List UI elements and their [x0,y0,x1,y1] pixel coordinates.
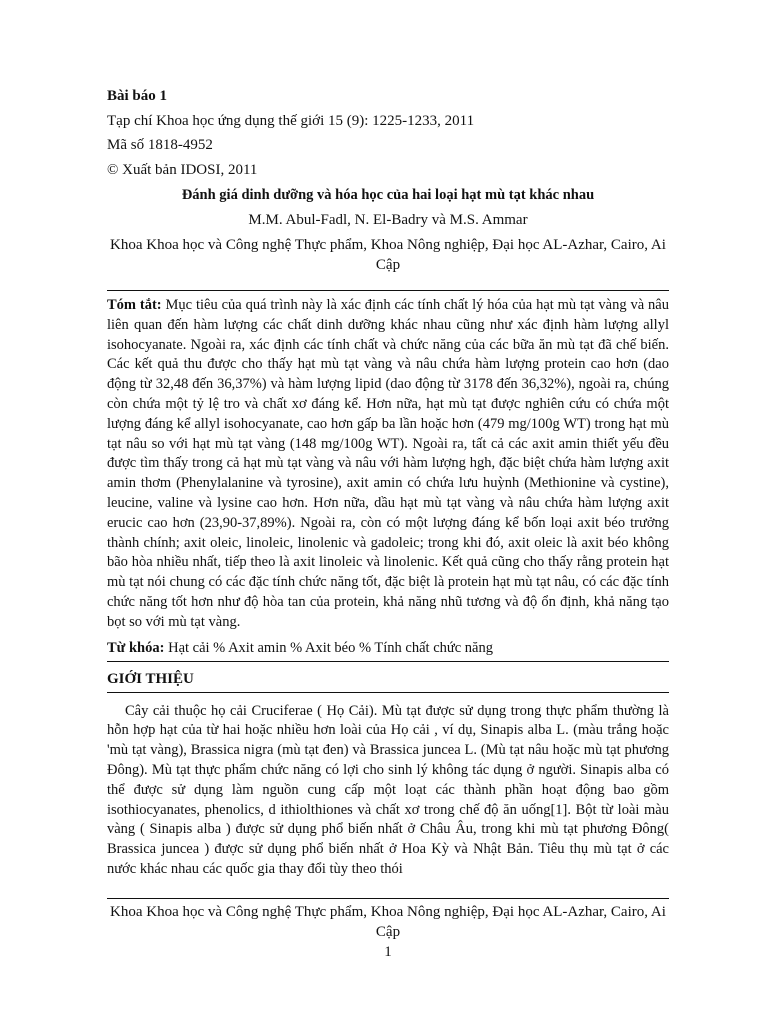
keywords-label: Từ khóa: [107,639,165,656]
keywords-line [107,638,669,662]
copyright-line: © Xuất bản IDOSI, 2011 [107,161,258,178]
author-affiliation: Khoa Khoa học và Công nghệ Thực phẩm, Khoa Nông nghiệp, Đại học AL-Azhar, Cairo, Ai Cập [110,237,666,273]
intro-paragraph: Cây cải thuộc họ cải Cruciferae ( Họ Cải). Mù tạt được sử dụng trong thực phẩm thường là hỗn hợp hạt của từ hai hoặc nhiều hơn loài của Họ cải , ví dụ, Sinapis alba L. (màu trắng hoặc 'mù tạt vàng), Brassica nigra (mù tạt đen) và Brassica juncea L. (Mù tạt nâu hoặc mù tạt phương Đông). Mù tạt thực phẩm chức năng có lợi cho sinh lý không tác dụng ở người. Sinapis alba có thể được sử dụng làm nguồn cung cấp một loạt các thành phần hoạt động bao gồm isothiocyanates, phenolics, d ithiolthiones và chất xơ trong chế độ ăn uống[1]. Bột từ loài màu vàng ( Sinapis alba ) được sử dụng phổ biến nhất ở Châu Âu, trong khi mù tạt phương Đông( Brassica juncea ) được sử dụng phổ biến nhất ở Hoa Kỳ và Nhật Bản. Tiêu thụ mù tạt ở các nước khác nhau các quốc gia thay đổi tùy theo thói [107,702,669,877]
footer-affiliation: Khoa Khoa học và Công nghệ Thực phẩm, Khoa Nông nghiệp, Đại học AL-Azhar, Cairo, Ai Cập [110,904,666,940]
abstract-text: Mục tiêu của quá trình này là xác định các tính chất lý hóa của hạt mù tạt vàng và nâu liên quan đến hàm lượng các chất dinh dưỡng khác nhau cũng như xác định hàm lượng allyl isohocyanate. Ngoài ra, xác định các tính chất và chức năng của các bữa ăn mù tạt đã chế biến. Các kết quả thu được cho thấy hạt mù tạt vàng và nâu chứa hàm lượng protein cao hơn (dao động từ 32,48 đến 36,37%) và hàm lượng lipid (dao động từ 3178 đến 36,32%), ngoài ra, chúng còn chứa một tỷ lệ tro và chất xơ đáng kể. Hơn nữa, hạt mù tạt được nghiên cứu có chứa một lượng đáng kể allyl isohocyanate, cao hơn gấp ba lần hoặc hơn (479 mg/100g WT) trong hạt mù tạt nâu so với hạt mù tạt vàng (148 mg/100g WT). Ngoài ra, tất cả các axit amin thiết yếu đều được tìm thấy trong cả hạt mù tạt vàng và nâu với hàm lượng hgh, đặc biệt chứa hàm lượng axit amin thơm (Phenylalanine và tyrosine), axit amin có chứa lưu huỳnh (Methionine và cystine), leucine, valine và lysine cao hơn. Hơn nữa, dầu hạt mù tạt vàng và nâu chứa hàm lượng axit erucic cao hơn (23,90-37,89%). Ngoài ra, còn có một lượng đáng kể bốn loại axit béo trưởng thành chính; axit oleic, linoleic, linolenic và gadoleic; trong khi đó, axit oleic là axit béo không bão hòa nhiều nhất, tiếp theo là axit linoleic và linolenic. Kết quả cũng cho thấy rằng protein hạt mù tạt nói chung có các đặc tính chức năng tốt, đặc biệt là protein hạt mù tạt nâu, có các đặc tính chức năng tốt hơn như độ hòa tan của protein, khả năng nhũ tương và độ ổn định, khả năng tạo bọt so với mù tạt vàng. [107,297,669,630]
page-number: 1 [384,944,392,960]
abstract-label: Tóm tắt: [107,297,162,313]
page-content [107,84,669,880]
article-number: Bài báo 1 [107,88,168,104]
journal-citation: Tạp chí Khoa học ứng dụng thế giới 15 (9): 1225-1233, 2011 [107,112,475,129]
abstract-paragraph [107,290,669,633]
intro-heading: GIỚI THIỆU [107,668,669,693]
article-title: Đánh giá dinh dưỡng và hóa học của hai loại hạt mù tạt khác nhau [181,187,595,203]
issn-code: Mã số 1818-4952 [107,137,213,153]
article-authors: M.M. Abul-Fadl, N. El-Badry và M.S. Ammar [248,211,528,228]
page-footer [107,898,669,962]
keywords-text: Hạt cải % Axit amin % Axit béo % Tính chất chức năng [164,639,493,656]
